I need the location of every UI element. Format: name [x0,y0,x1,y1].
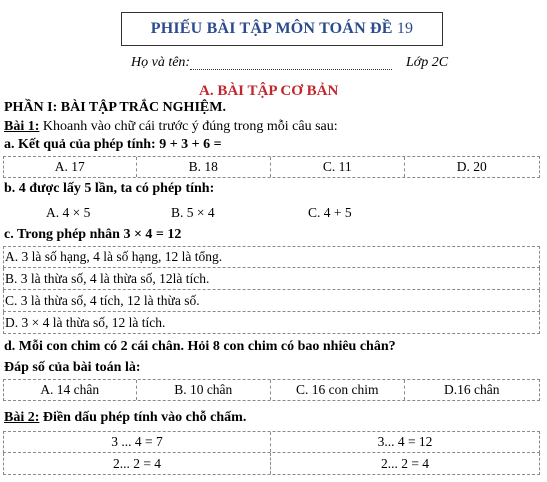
option-a-3[interactable]: C. 11 [271,157,405,177]
option-a-2[interactable]: B. 18 [137,157,272,177]
bai1-line [4,119,338,135]
option-d-1[interactable]: A. 14 chân [4,380,137,400]
bai2-cell-1-2[interactable]: 3... 4 = 12 [377,434,433,449]
bai2-cell-1-1[interactable]: 3 ... 4 = 7 [4,432,271,452]
option-d-3[interactable]: C. 16 con chim [271,380,405,400]
option-c-2[interactable]: B. 3 là thừa số, 4 là thừa số, 12là tích. [3,268,540,290]
option-c-3[interactable]: C. 3 là thừa số, 4 tích, 12 là thừa số. [3,290,540,312]
option-a-4[interactable]: D. 20 [456,159,487,174]
option-d-4[interactable]: D.16 chân [444,382,500,397]
bai2-row-1 [3,431,540,453]
question-a: a. Kết quả của phép tính: 9 + 3 + 6 = [4,137,222,152]
student-name-blank[interactable] [190,69,392,70]
worksheet-title-box [121,12,443,46]
worksheet-title-number: 19 [396,20,414,37]
answer-label: Đáp số của bài toán là: [4,360,141,375]
bai1-label: Bài 1: [4,119,40,134]
question-d: d. Mỗi con chim có 2 cái chân. Hỏi 8 con chim có bao nhiêu chân? [4,339,396,354]
bai2-instruction: Điền dấu phép tính vào chỗ chấm. [42,410,247,425]
bai2-cell-2-1[interactable]: 2... 2 = 4 [4,453,271,474]
bai2-label: Bài 2: [4,410,40,425]
question-d-options [3,379,540,401]
option-d-2[interactable]: B. 10 chân [137,380,272,400]
bai1-instruction: Khoanh vào chữ cái trước ý đúng trong mỗi câu sau: [42,119,338,134]
option-a-1[interactable]: A. 17 [4,157,137,177]
question-c: c. Trong phép nhân 3 × 4 = 12 [4,227,182,242]
worksheet-title-text: PHIẾU BÀI TẬP MÔN TOÁN ĐỀ [150,20,393,37]
bai2-row-2 [3,453,540,475]
option-b-3[interactable]: C. 4 + 5 [308,205,352,220]
option-c-4[interactable]: D. 3 × 4 là thừa số, 12 là tích. [3,312,540,334]
option-c-1[interactable]: A. 3 là số hạng, 4 là số hạng, 12 là tổng. [3,246,540,268]
question-b: b. 4 được lấy 5 lần, ta có phép tính: [4,181,215,196]
bai2-line [4,410,246,426]
student-name-label: Họ và tên: [131,55,191,70]
part1-heading: PHẦN I: BÀI TẬP TRẮC NGHIỆM. [4,100,226,115]
worksheet-title [151,20,414,38]
section-heading: A. BÀI TẬP CƠ BẢN [199,83,339,99]
bai2-cell-2-2[interactable]: 2... 2 = 4 [380,455,430,471]
option-b-1[interactable]: A. 4 × 5 [46,205,91,220]
option-b-2[interactable]: B. 5 × 4 [171,205,215,220]
class-label: Lớp 2C [406,55,449,70]
question-a-options [3,156,540,178]
